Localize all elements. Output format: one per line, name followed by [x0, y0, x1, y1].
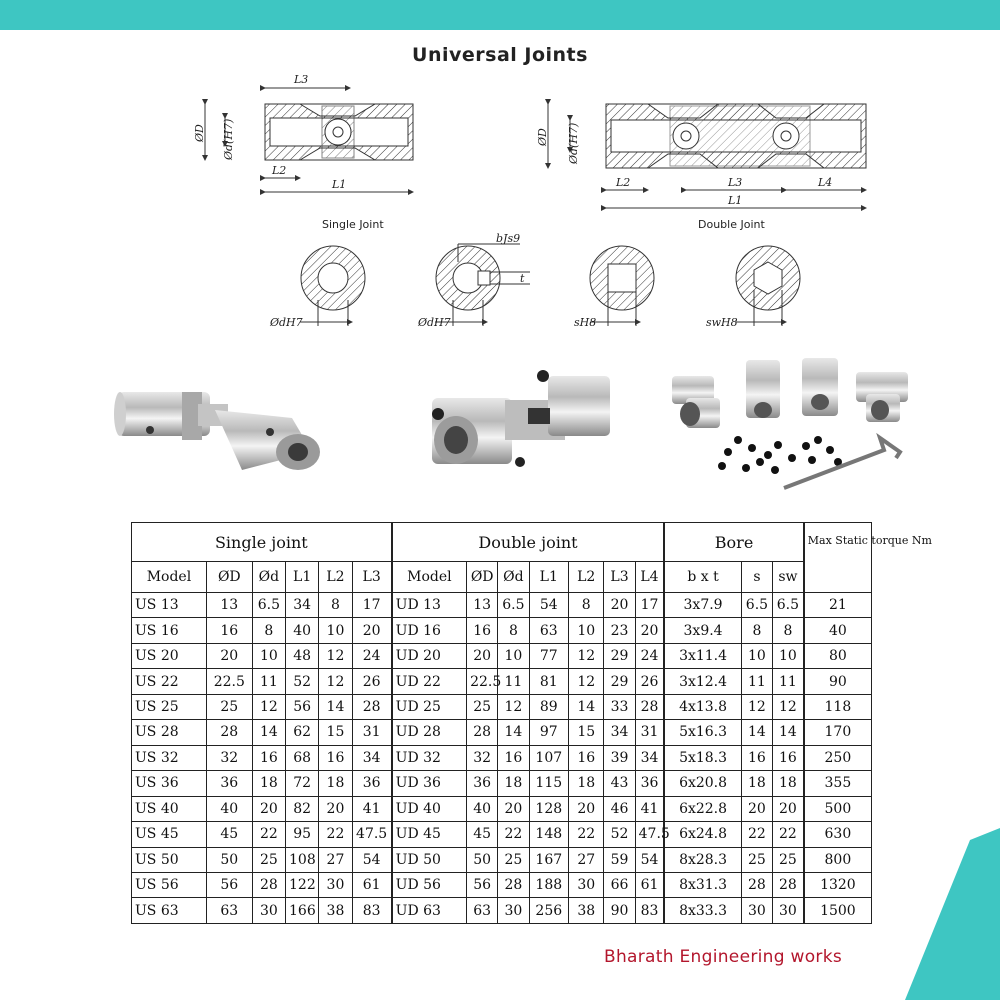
table-cell: 31: [635, 720, 664, 745]
table-cell: US 16: [132, 618, 207, 643]
group-torque: Max Static torque Nm: [804, 523, 872, 593]
page-title: Universal Joints: [412, 44, 588, 66]
double-joint-drawing: [548, 104, 866, 208]
table-cell: 16: [773, 745, 804, 770]
table-cell: 59: [604, 847, 635, 872]
table-cell: 170: [804, 720, 872, 745]
table-row: [132, 694, 872, 719]
table-cell: UD 56: [392, 872, 467, 897]
table-cell: 50: [467, 847, 498, 872]
table-cell: 41: [635, 796, 664, 821]
table-cell: 8: [498, 618, 529, 643]
table-cell: UD 25: [392, 694, 467, 719]
table-row: [132, 669, 872, 694]
table-cell: 11: [741, 669, 772, 694]
table-cell: 5x18.3: [664, 745, 741, 770]
spec-table: [131, 522, 932, 924]
table-cell: 22: [773, 822, 804, 847]
table-cell: 38: [569, 898, 604, 924]
dim-bore-key: ØdH7: [418, 316, 451, 329]
bore-hex: [736, 246, 800, 326]
dim-key-width: bJs9: [496, 232, 521, 245]
table-cell: 18: [319, 771, 352, 796]
table-cell: 15: [319, 720, 352, 745]
table-cell: 12: [498, 694, 529, 719]
table-cell: 13: [206, 593, 252, 618]
table-cell: 8: [252, 618, 285, 643]
table-cell: 40: [804, 618, 872, 643]
bore-square: [590, 246, 654, 326]
table-cell: US 32: [132, 745, 207, 770]
dim-l4-double: L4: [818, 176, 833, 189]
table-cell: 54: [352, 847, 392, 872]
table-cell: 20: [741, 796, 772, 821]
table-cell: 500: [804, 796, 872, 821]
table-cell: 45: [467, 822, 498, 847]
table-cell: 30: [569, 872, 604, 897]
table-cell: 8x33.3: [664, 898, 741, 924]
table-cell: 22.5: [467, 669, 498, 694]
table-cell: 20: [498, 796, 529, 821]
table-cell: 20: [319, 796, 352, 821]
table-cell: 34: [286, 593, 319, 618]
table-cell: 25: [206, 694, 252, 719]
table-cell: 41: [352, 796, 392, 821]
table-cell: 22: [498, 822, 529, 847]
bore-keyway: [435, 244, 530, 326]
table-cell: 28: [467, 720, 498, 745]
table-cell: 16: [252, 745, 285, 770]
table-cell: 25: [741, 847, 772, 872]
group-bore: Bore: [664, 523, 803, 562]
table-cell: 115: [529, 771, 569, 796]
table-cell: 6x20.8: [664, 771, 741, 796]
table-cell: 355: [804, 771, 872, 796]
dim-l2-single: L2: [272, 164, 287, 177]
table-cell: 81: [529, 669, 569, 694]
table-row: [132, 618, 872, 643]
table-row: [132, 796, 872, 821]
dim-l3-double: L3: [728, 176, 743, 189]
table-cell: 20: [467, 643, 498, 668]
table-cell: 28: [498, 872, 529, 897]
table-cell: 8x28.3: [664, 847, 741, 872]
col-header: ØD: [206, 562, 252, 593]
table-cell: 36: [206, 771, 252, 796]
table-cell: 16: [206, 618, 252, 643]
table-cell: UD 50: [392, 847, 467, 872]
table-cell: 11: [252, 669, 285, 694]
table-cell: 28: [206, 720, 252, 745]
table-cell: 13: [467, 593, 498, 618]
table-cell: UD 36: [392, 771, 467, 796]
table-cell: 32: [467, 745, 498, 770]
col-header: L1: [286, 562, 319, 593]
table-cell: 22: [741, 822, 772, 847]
col-header: L3: [352, 562, 392, 593]
table-cell: 18: [741, 771, 772, 796]
table-cell: 30: [498, 898, 529, 924]
table-cell: 12: [319, 669, 352, 694]
table-cell: 26: [635, 669, 664, 694]
photo-joint-set: [672, 358, 908, 488]
table-cell: US 40: [132, 796, 207, 821]
table-cell: 1320: [804, 872, 872, 897]
table-cell: UD 20: [392, 643, 467, 668]
table-cell: 6.5: [773, 593, 804, 618]
table-cell: 108: [286, 847, 319, 872]
table-cell: 20: [206, 643, 252, 668]
table-cell: 25: [773, 847, 804, 872]
table-cell: 15: [569, 720, 604, 745]
table-cell: 6.5: [252, 593, 285, 618]
table-row: [132, 720, 872, 745]
table-cell: 34: [352, 745, 392, 770]
dim-square: sH8: [574, 316, 597, 329]
table-row: [132, 847, 872, 872]
table-cell: 188: [529, 872, 569, 897]
dim-d-single: ØD: [193, 124, 206, 142]
table-cell: 107: [529, 745, 569, 770]
table-row: [132, 593, 872, 618]
table-cell: 43: [604, 771, 635, 796]
table-cell: UD 40: [392, 796, 467, 821]
table-cell: 20: [352, 618, 392, 643]
table-cell: 40: [286, 618, 319, 643]
table-cell: 3x12.4: [664, 669, 741, 694]
dim-l3-single: L3: [294, 73, 309, 86]
table-cell: 250: [804, 745, 872, 770]
table-cell: 16: [741, 745, 772, 770]
table-cell: 21: [804, 593, 872, 618]
table-cell: 12: [319, 643, 352, 668]
table-cell: 14: [319, 694, 352, 719]
table-cell: 63: [467, 898, 498, 924]
dim-dh7-single: Ød(H7): [222, 118, 235, 160]
table-cell: 50: [206, 847, 252, 872]
single-joint-caption: Single Joint: [322, 218, 384, 231]
col-header: Model: [392, 562, 467, 593]
table-cell: 12: [252, 694, 285, 719]
table-cell: 16: [319, 745, 352, 770]
table-cell: 27: [319, 847, 352, 872]
table-cell: 72: [286, 771, 319, 796]
table-cell: 11: [498, 669, 529, 694]
table-cell: 34: [635, 745, 664, 770]
table-cell: 14: [252, 720, 285, 745]
table-cell: US 50: [132, 847, 207, 872]
table-cell: 46: [604, 796, 635, 821]
table-cell: US 22: [132, 669, 207, 694]
table-cell: 40: [467, 796, 498, 821]
table-cell: 40: [206, 796, 252, 821]
dim-bore-round: ØdH7: [270, 316, 303, 329]
table-cell: 10: [498, 643, 529, 668]
table-cell: 30: [741, 898, 772, 924]
table-cell: 118: [804, 694, 872, 719]
table-cell: 10: [319, 618, 352, 643]
table-cell: 28: [252, 872, 285, 897]
table-cell: 3x7.9: [664, 593, 741, 618]
table-cell: 800: [804, 847, 872, 872]
table-cell: 6.5: [741, 593, 772, 618]
table-cell: 56: [286, 694, 319, 719]
table-cell: 6.5: [498, 593, 529, 618]
table-cell: 18: [252, 771, 285, 796]
dim-l1-single: L1: [332, 178, 347, 191]
table-cell: 12: [569, 669, 604, 694]
table-cell: UD 63: [392, 898, 467, 924]
table-cell: 28: [635, 694, 664, 719]
table-cell: 26: [352, 669, 392, 694]
table-cell: 25: [498, 847, 529, 872]
table-cell: 27: [569, 847, 604, 872]
table-cell: 6x22.8: [664, 796, 741, 821]
table-cell: 95: [286, 822, 319, 847]
table-cell: 36: [352, 771, 392, 796]
table-cell: 16: [467, 618, 498, 643]
dim-d-double: ØD: [536, 128, 549, 146]
col-header: Ød: [252, 562, 285, 593]
table-row: [132, 822, 872, 847]
table-cell: US 20: [132, 643, 207, 668]
table-cell: 20: [569, 796, 604, 821]
table-cell: 167: [529, 847, 569, 872]
table-cell: 82: [286, 796, 319, 821]
table-cell: 14: [773, 720, 804, 745]
photo-single-joint: [114, 392, 320, 470]
dim-key-t: t: [520, 272, 525, 285]
table-cell: UD 22: [392, 669, 467, 694]
table-cell: US 63: [132, 898, 207, 924]
table-cell: 11: [773, 669, 804, 694]
col-header: sw: [773, 562, 804, 593]
table-row: [132, 898, 872, 924]
table-cell: US 36: [132, 771, 207, 796]
table-cell: 3x11.4: [664, 643, 741, 668]
table-cell: 56: [467, 872, 498, 897]
table-cell: 29: [604, 643, 635, 668]
table-cell: 14: [498, 720, 529, 745]
table-cell: 12: [569, 643, 604, 668]
table-cell: 8: [741, 618, 772, 643]
table-cell: 8x31.3: [664, 872, 741, 897]
col-header: L1: [529, 562, 569, 593]
table-cell: 66: [604, 872, 635, 897]
table-cell: 23: [604, 618, 635, 643]
table-cell: 22: [319, 822, 352, 847]
table-cell: 20: [604, 593, 635, 618]
table-cell: UD 45: [392, 822, 467, 847]
col-header: Model: [132, 562, 207, 593]
col-header: L2: [569, 562, 604, 593]
dim-l1-double: L1: [728, 194, 743, 207]
table-cell: 8: [319, 593, 352, 618]
table-cell: 30: [319, 872, 352, 897]
col-header: s: [741, 562, 772, 593]
table-cell: 22.5: [206, 669, 252, 694]
table-cell: 34: [604, 720, 635, 745]
table-cell: 28: [352, 694, 392, 719]
table-cell: US 56: [132, 872, 207, 897]
table-cell: 89: [529, 694, 569, 719]
table-cell: 63: [206, 898, 252, 924]
table-cell: 14: [569, 694, 604, 719]
col-header: L2: [319, 562, 352, 593]
table-cell: 12: [773, 694, 804, 719]
table-cell: 31: [352, 720, 392, 745]
table-cell: 20: [773, 796, 804, 821]
table-cell: 122: [286, 872, 319, 897]
table-cell: 16: [498, 745, 529, 770]
table-cell: 18: [773, 771, 804, 796]
table-cell: US 13: [132, 593, 207, 618]
table-cell: 256: [529, 898, 569, 924]
col-header: b x t: [664, 562, 741, 593]
company-footer: Bharath Engineering works: [604, 947, 843, 967]
table-cell: 28: [773, 872, 804, 897]
table-cell: 8: [773, 618, 804, 643]
table-cell: 10: [773, 643, 804, 668]
table-row: [132, 643, 872, 668]
dim-hex: swH8: [706, 316, 738, 329]
col-header: ØD: [467, 562, 498, 593]
table-cell: 38: [319, 898, 352, 924]
table-cell: 10: [569, 618, 604, 643]
single-joint-drawing: [205, 88, 413, 192]
table-cell: 4x13.8: [664, 694, 741, 719]
table-cell: 52: [286, 669, 319, 694]
table-row: [132, 771, 872, 796]
table-cell: 18: [569, 771, 604, 796]
table-cell: 63: [529, 618, 569, 643]
table-cell: 166: [286, 898, 319, 924]
group-double-joint: Double joint: [392, 523, 665, 562]
double-joint-caption: Double Joint: [698, 218, 765, 231]
table-cell: 48: [286, 643, 319, 668]
col-header: L3: [604, 562, 635, 593]
table-cell: UD 16: [392, 618, 467, 643]
table-cell: 22: [569, 822, 604, 847]
table-cell: US 28: [132, 720, 207, 745]
table-cell: 61: [635, 872, 664, 897]
table-cell: 6x24.8: [664, 822, 741, 847]
table-cell: 80: [804, 643, 872, 668]
table-cell: 10: [252, 643, 285, 668]
table-cell: 148: [529, 822, 569, 847]
table-cell: 30: [252, 898, 285, 924]
table-cell: 17: [635, 593, 664, 618]
table-cell: 90: [804, 669, 872, 694]
table-cell: 1500: [804, 898, 872, 924]
table-cell: 25: [252, 847, 285, 872]
table-cell: 47.5: [635, 822, 664, 847]
photo-keyed-joint: [432, 370, 610, 467]
dim-dh7-double: Ød(H7): [567, 122, 580, 164]
table-cell: 61: [352, 872, 392, 897]
table-row: [132, 872, 872, 897]
table-cell: 36: [467, 771, 498, 796]
table-cell: 18: [498, 771, 529, 796]
table-cell: 22: [252, 822, 285, 847]
group-single-joint: Single joint: [132, 523, 392, 562]
table-cell: 62: [286, 720, 319, 745]
table-cell: 128: [529, 796, 569, 821]
table-cell: 90: [604, 898, 635, 924]
table-cell: 68: [286, 745, 319, 770]
table-cell: UD 28: [392, 720, 467, 745]
table-cell: UD 13: [392, 593, 467, 618]
table-cell: 36: [635, 771, 664, 796]
table-cell: 54: [529, 593, 569, 618]
col-header: Ød: [498, 562, 529, 593]
dim-l2-double: L2: [616, 176, 631, 189]
table-cell: 17: [352, 593, 392, 618]
table-cell: 24: [352, 643, 392, 668]
col-header: L4: [635, 562, 664, 593]
table-cell: 14: [741, 720, 772, 745]
table-cell: 12: [741, 694, 772, 719]
table-cell: 24: [635, 643, 664, 668]
table-cell: 54: [635, 847, 664, 872]
table-cell: 52: [604, 822, 635, 847]
table-cell: 77: [529, 643, 569, 668]
table-cell: 25: [467, 694, 498, 719]
table-cell: 5x16.3: [664, 720, 741, 745]
table-cell: 39: [604, 745, 635, 770]
table-cell: 47.5: [352, 822, 392, 847]
table-cell: 29: [604, 669, 635, 694]
table-row: [132, 745, 872, 770]
table-cell: US 45: [132, 822, 207, 847]
table-cell: 20: [252, 796, 285, 821]
table-cell: 16: [569, 745, 604, 770]
table-cell: 30: [773, 898, 804, 924]
table-cell: 3x9.4: [664, 618, 741, 643]
table-cell: 83: [635, 898, 664, 924]
table-cell: 32: [206, 745, 252, 770]
table-cell: 97: [529, 720, 569, 745]
table-cell: 28: [741, 872, 772, 897]
table-cell: 630: [804, 822, 872, 847]
table-cell: 10: [741, 643, 772, 668]
table-cell: 45: [206, 822, 252, 847]
table-cell: 33: [604, 694, 635, 719]
bore-round: [300, 246, 365, 326]
table-cell: 83: [352, 898, 392, 924]
table-cell: UD 32: [392, 745, 467, 770]
table-cell: US 25: [132, 694, 207, 719]
table-cell: 20: [635, 618, 664, 643]
table-cell: 56: [206, 872, 252, 897]
table-cell: 8: [569, 593, 604, 618]
